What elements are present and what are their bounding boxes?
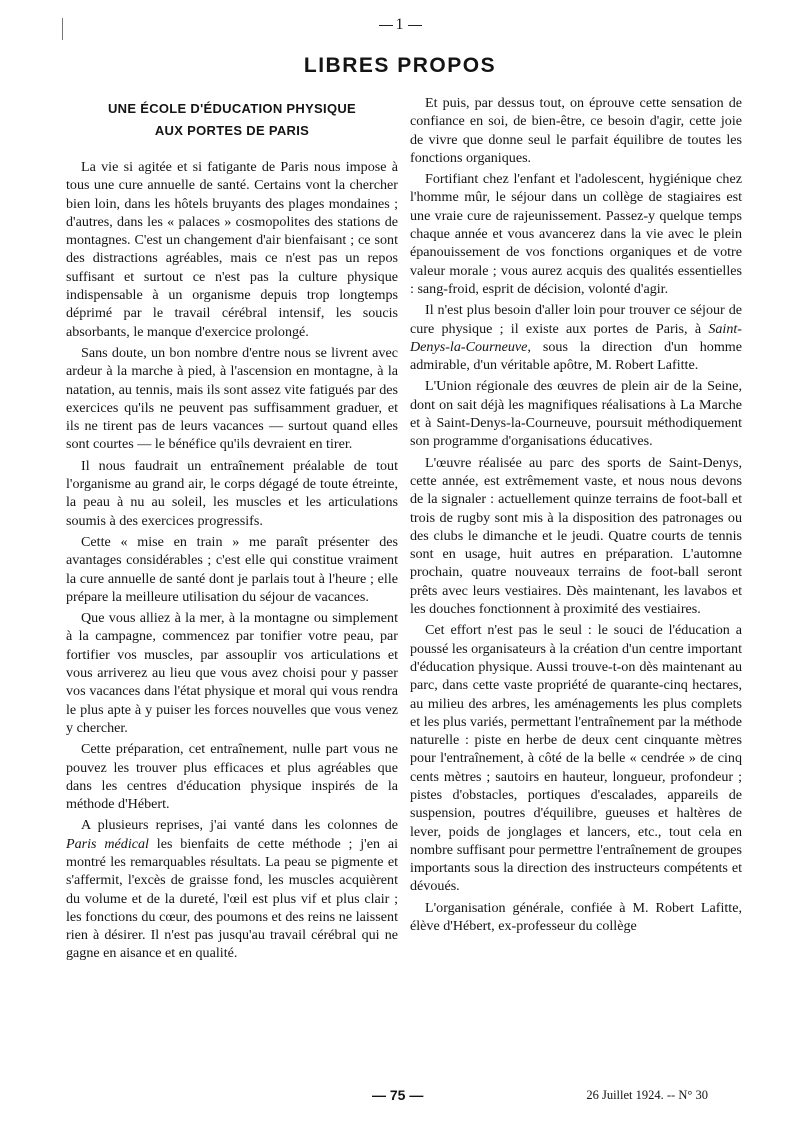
paragraph-7-end: les bienfaits de cette méthode ; j'en ai montré les remarquables résultats. La peau se pigmente et s'affermit, l'excès de graisse fond, les muscles acquièrent du volume et de la dureté, l'œil est plus vif et plus clair ; les fonctions du cœur, des poumons et des reins ne laissent rien à désirer. Il n'est pas jusqu'au travail cérébral qui ne gagne en aisance et en qualité. [66,835,398,962]
paragraph-13: Cet effort n'est pas le seul : le souci de l'éducation a poussé les organisateurs à la création d'un centre important d'éducation physique. Aussi trouve-t-on dès maintenant au parc, dans cette vaste propriété de quarante-cinq hectares, au milieu des arbres, les aménagements les plus complets et les plus variés, permettant l'entraînement par la méthode naturelle : piste en herbe de deux cent cinquante mètres pour l'entraînement, à côté de la belle « cendrée » de cinq cents mètres ; sautoirs en hauteur, longueur, profondeur ; pistes d'obstacles, portiques d'escalades, appareils de suspension, poutres d'équilibre, gueuses et haltères de lever, poids de jonglages et lancers, etc., tout cela en nombre suffisant pour permettre l'entraînement de groupes importants sous la direction des instructeurs compétents et dévoués. [410,622,742,895]
article-title [66,98,398,142]
issue-date: 26 Juillet 1924. -- N° 30 [586,1088,708,1102]
page-marker [0,16,800,34]
paragraph-2: Sans doute, un bon nombre d'entre nous se livrent avec ardeur à la marche à pied, à l'ascension en montagne, à la natation, au tennis, mais ils sont assez vite fatigués par des exercices qu'ils ne peuvent pas suffisamment graduer, et ils ne tirent pas de leurs vacances — surtout quand elles sont courtes — le bénéfice qu'ils devraient en tirer. [66,344,398,453]
column-right [410,94,742,938]
paragraph-14: L'organisation générale, confiée à M. Robert Lafitte, élève d'Hébert, ex-professeur du collège [410,899,742,935]
paragraph-3: Il nous faudrait un entraînement préalable de tout l'organisme au grand air, le corps dégagé de toute étreinte, la peau à nu au soleil, les muscles et les articulations soumis à des exercices progressifs. [66,457,398,529]
paragraph-12: L'œuvre réalisée au parc des sports de Saint-Denys, cette année, est extrêmement vaste, et nous nous devons de la signaler : actuellement quinze terrains de foot-ball et trois de rugby sont mis à la disposition des patronages ou des clubs le dimanche et le jeudi. Quatre courts de tennis sont en usage, huit autres en préparation. L'automne prochain, quatre nouveaux terrains de foot-ball seront prêts avec leurs vestiaires. Dès maintenant, les lavabos et les douches fonctionnent à proximité des vestiaires. [410,454,742,618]
article-title-line-2: AUX PORTES DE PARIS [154,123,310,138]
article-title-line-1: UNE ÉCOLE D'ÉDUCATION PHYSIQUE [107,101,357,116]
paragraph-8: Et puis, par dessus tout, on éprouve cette sensation de confiance en soi, de bien-être, ce besoin d'agir, cette joie de vivre que donne seul le parfait équilibre de toutes les fonctions organiques. [410,95,742,166]
place-name: Saint-Denys-la-Courneuve [410,320,742,355]
page-title: LIBRES PROPOS [303,54,497,77]
paragraph-6: Cette préparation, cet entraînement, nulle part vous ne pouvez les trouver plus efficaces et plus agréables que dans les centres d'éducation physique inspirés de la méthode d'Hébert. [66,741,398,813]
paragraph-5: Que vous alliez à la mer, à la montagne ou simplement à la campagne, commencez par tonifier votre peau, par fortifier vos muscles, par assouplir vos articulations et vous arriverez au lieu que vous avez choisi pour y passer vos vacances dans l'état physique et moral qui vous rendra le plus apte à y puiser les forces nouvelles que vous venez y chercher. [66,610,398,736]
page-marker-number: 1 [395,16,405,33]
paragraph-10 [410,301,742,374]
paragraph-11: L'Union régionale des œuvres de plein air de la Seine, dont on sait déjà les magnifiques réalisations à La Marche et à Saint-Denys-la-Courneuve, poursuit méthodiquement son programme d'organisations éducatives. [410,378,742,450]
paragraph-7 [66,816,398,962]
page-number: — 75 — [372,1087,424,1103]
paragraph-4: Cette « mise en train » me paraît présenter des avantages considérables ; c'est elle qui constitue vraiment la cure annuelle de santé dont je parlais tout à l'heure ; elle prépare la meilleure utilisation du séjour de vacances. [66,533,398,605]
footer [0,1087,800,1107]
journal-name: Paris médical [66,835,149,852]
paragraph-10-end: , sous la direction d'un homme admirable, d'un véritable apôtre, M. Robert Lafitte. [410,338,742,374]
paragraph-1: La vie si agitée et si fatigante de Paris nous impose à tous une cure annuelle de santé. Certains vont la chercher bien loin, dans les hôtels bruyants des plages mondaines ; d'autres, dans les « palaces » cosmopolites des stations de montagnes. C'est un changement d'air bienfaisant ; ce sont des distractions agréables, mais ce n'est pas un repos suffisant et surtout ce n'est pas la culture physique indispensable à un organisme depuis trop longtemps déprimé par le travail cérébral intensif, les soucis absorbants, le manque d'exercice prolongé. [66,159,398,340]
paragraph-7-start: A plusieurs reprises, j'ai vanté dans les colonnes de [81,817,398,834]
paragraph-10-start: Il n'est plus besoin d'aller loin pour trouver ce séjour de cure physique ; il existe aux portes de Paris, à [410,302,742,337]
column-left [66,94,398,966]
paragraph-9: Fortifiant chez l'enfant et l'adolescent, hygiénique chez l'homme mûr, le séjour dans un collège de stagiaires est une vraie cure de rajeunissement. Passez-y quelque temps chaque année et vous avancerez dans la vie avec le plein épanouissement de vos fonctions organiques et de votre valeur morale ; vous aurez acquis des qualités essentielles : sang-froid, esprit de décision, volonté d'agir. [410,171,742,297]
